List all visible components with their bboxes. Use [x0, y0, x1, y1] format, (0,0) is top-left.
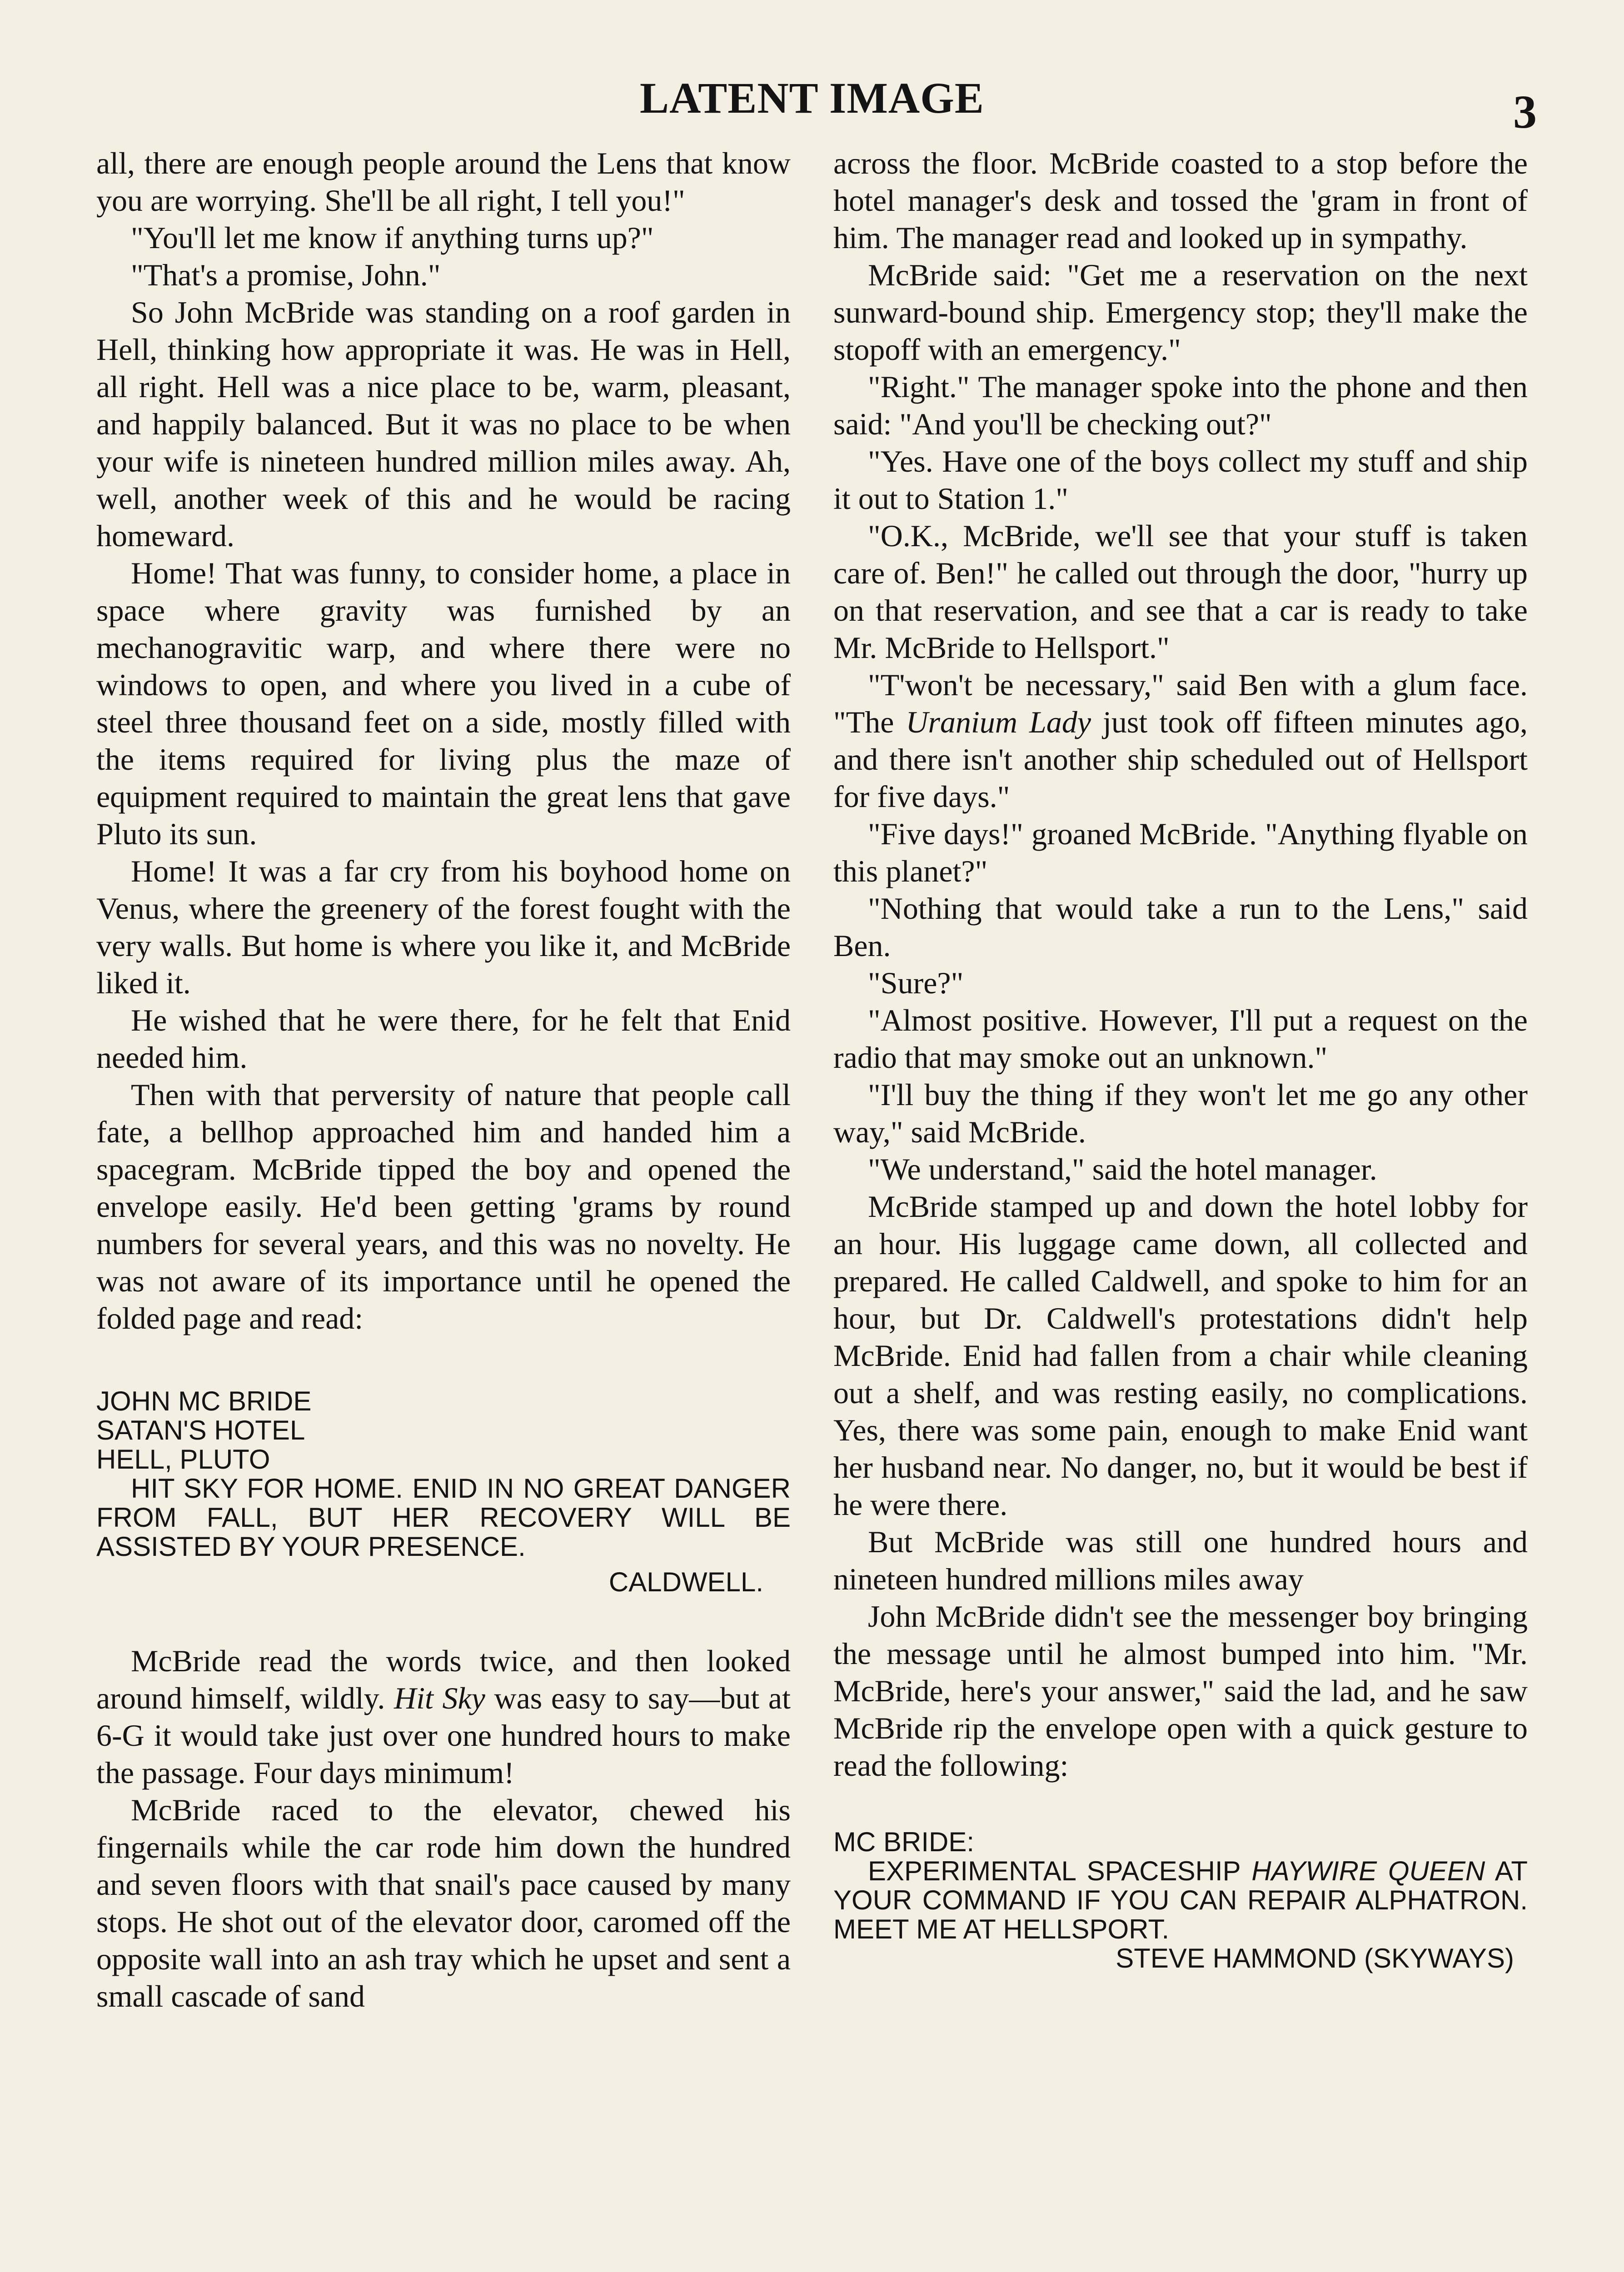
paragraph: "Almost positive. However, I'll put a request on the radio that may smoke out an unknown." — [833, 1003, 1528, 1075]
paragraph: all, there are enough people around the Lens that know you are worrying. She'll be all right, I tell you!" — [96, 146, 791, 218]
reply-telegram — [833, 1828, 1528, 1973]
left-column — [96, 144, 791, 2015]
spacer — [96, 1597, 791, 1642]
paragraph: "That's a promise, John." — [131, 258, 441, 292]
telegram-addressee: JOHN MC BRIDE — [96, 1386, 312, 1416]
telegram-hotel: SATAN'S HOTEL — [96, 1415, 305, 1445]
paragraph: "You'll let me know if anything turns up?" — [131, 220, 654, 255]
paragraph — [833, 666, 1528, 815]
paragraph: McBride raced to the elevator, chewed his fingernails while the car rode him down the hundred and seven floors with that snail's pace caused by many stops. He shot out of the elevator door, caromed off the opposite wall into an ash tray which he upset and sent a small cascade of sand — [96, 1793, 791, 2013]
telegram-body-text: EXPERIMENTAL SPACESHIP — [868, 1856, 1252, 1886]
paragraph: He wished that he were there, for he felt that Enid needed him. — [96, 1003, 791, 1075]
paragraph: "Five days!" groaned McBride. "Anything flyable on this planet?" — [833, 817, 1528, 888]
paragraph: Then with that perversity of nature that people call fate, a bellhop approached him and handed him a spacegram. McBride tipped the boy and opened the envelope easily. He'd been getting 'grams by round numbers for several years, and this was no novelty. He was not aware of its importance until he opened the folded page and read: — [96, 1077, 791, 1335]
italic-text: HAYWIRE QUEEN — [1251, 1856, 1485, 1886]
paragraph-text: "T'won't be necessary," said Ben with a glum face. "The — [833, 668, 1528, 739]
paragraph: "I'll buy the thing if they won't let me go any other way," said McBride. — [833, 1077, 1528, 1149]
paragraph: So John McBride was standing on a roof garden in Hell, thinking how appropriate it was. He was in Hell, all right. Hell was a nice place to be, warm, pleasant, and happily balanced. But it was no place to be when your wife is nineteen hundred million miles away. Ah, well, another week of this and he would be racing homeward. — [96, 295, 791, 553]
paragraph: "O.K., McBride, we'll see that your stuff is taken care of. Ben!" he called out through the door, "hurry up on that reservation, and see that a car is ready to take Mr. McBride to Hellsport." — [833, 518, 1528, 665]
paragraph: John McBride didn't see the messenger boy bringing the message until he almost bumped into him. "Mr. McBride, here's your answer," said the lad, and he saw McBride rip the envelope open with a quick gesture to read the following: — [833, 1599, 1528, 1783]
telegram-body-text: AT YOUR COMMAND IF YOU CAN REPAIR ALPHATRON. MEET ME AT HELLSPORT. — [833, 1856, 1528, 1944]
paragraph: across the floor. McBride coasted to a stop before the hotel manager's desk and tossed the 'gram in front of him. The manager read and looked up in sympathy. — [833, 146, 1528, 255]
telegram-signature: CALDWELL. — [608, 1567, 763, 1597]
spacer — [96, 1337, 791, 1387]
paragraph-text: was easy to say—but at 6-G it would take just over one hundred hours to make the passage. Four days minimum! — [96, 1681, 791, 1790]
paragraph-text: just took off fifteen minutes ago, and there isn't another ship scheduled out of Hellsport for five days." — [833, 705, 1528, 814]
paragraph: "Sure?" — [868, 966, 964, 1000]
page-number: 3 — [1513, 86, 1537, 138]
paragraph: Home! That was funny, to consider home, a place in space where gravity was furnished by an mechanogravitic warp, and where there were no windows to open, and where you lived in a cube of steel three thousand feet on a side, mostly filled with the items required for living plus the maze of equipment required to maintain the great lens that gave Pluto its sun. — [96, 556, 791, 851]
paragraph: McBride said: "Get me a reservation on the next sunward-bound ship. Emergency stop; they'll make the stopoff with an emergency." — [833, 258, 1528, 367]
paragraph: "Yes. Have one of the boys collect my stuff and ship it out to Station 1." — [833, 444, 1528, 516]
paragraph: Home! It was a far cry from his boyhood home on Venus, where the greenery of the forest fought with the very walls. But home is where you like it, and McBride liked it. — [96, 854, 791, 1000]
right-column — [833, 144, 1528, 1973]
paragraph — [96, 1642, 791, 1791]
italic-text: Uranium Lady — [906, 705, 1091, 739]
paragraph: "Right." The manager spoke into the phone and then said: "And you'll be checking out?" — [833, 369, 1528, 441]
paragraph-text: McBride read the words twice, and then looked around himself, wildly. — [96, 1644, 791, 1715]
telegram-addressee: MC BRIDE: — [833, 1827, 975, 1857]
paragraph: "Nothing that would take a run to the Lens," said Ben. — [833, 891, 1528, 963]
paragraph: "We understand," said the hotel manager. — [868, 1152, 1377, 1186]
spacegram-telegram — [96, 1387, 791, 1597]
telegram-body: HIT SKY FOR HOME. ENID IN NO GREAT DANGER FROM FALL, BUT HER RECOVERY WILL BE ASSISTED BY YOUR PRESENCE. — [96, 1473, 791, 1562]
paragraph: McBride stamped up and down the hotel lobby for an hour. His luggage came down, all collected and prepared. He called Caldwell, and spoke to him for an hour, but Dr. Caldwell's protestations didn't help McBride. Enid had fallen from a chair while cleaning out a shelf, and was resting easily, no complications. Yes, there was some pain, enough to make Enid want her husband near. No danger, no, but it would be best if he were there. — [833, 1189, 1528, 1522]
running-header-title: LATENT IMAGE — [640, 74, 984, 122]
italic-text: Hit Sky — [394, 1681, 485, 1715]
spacer — [833, 1784, 1528, 1828]
paragraph: But McBride was still one hundred hours and nineteen hundred millions miles away — [833, 1525, 1528, 1596]
telegram-signature: STEVE HAMMOND (SKYWAYS) — [1116, 1943, 1514, 1973]
telegram-location: HELL, PLUTO — [96, 1444, 270, 1475]
telegram-body — [833, 1857, 1528, 1944]
